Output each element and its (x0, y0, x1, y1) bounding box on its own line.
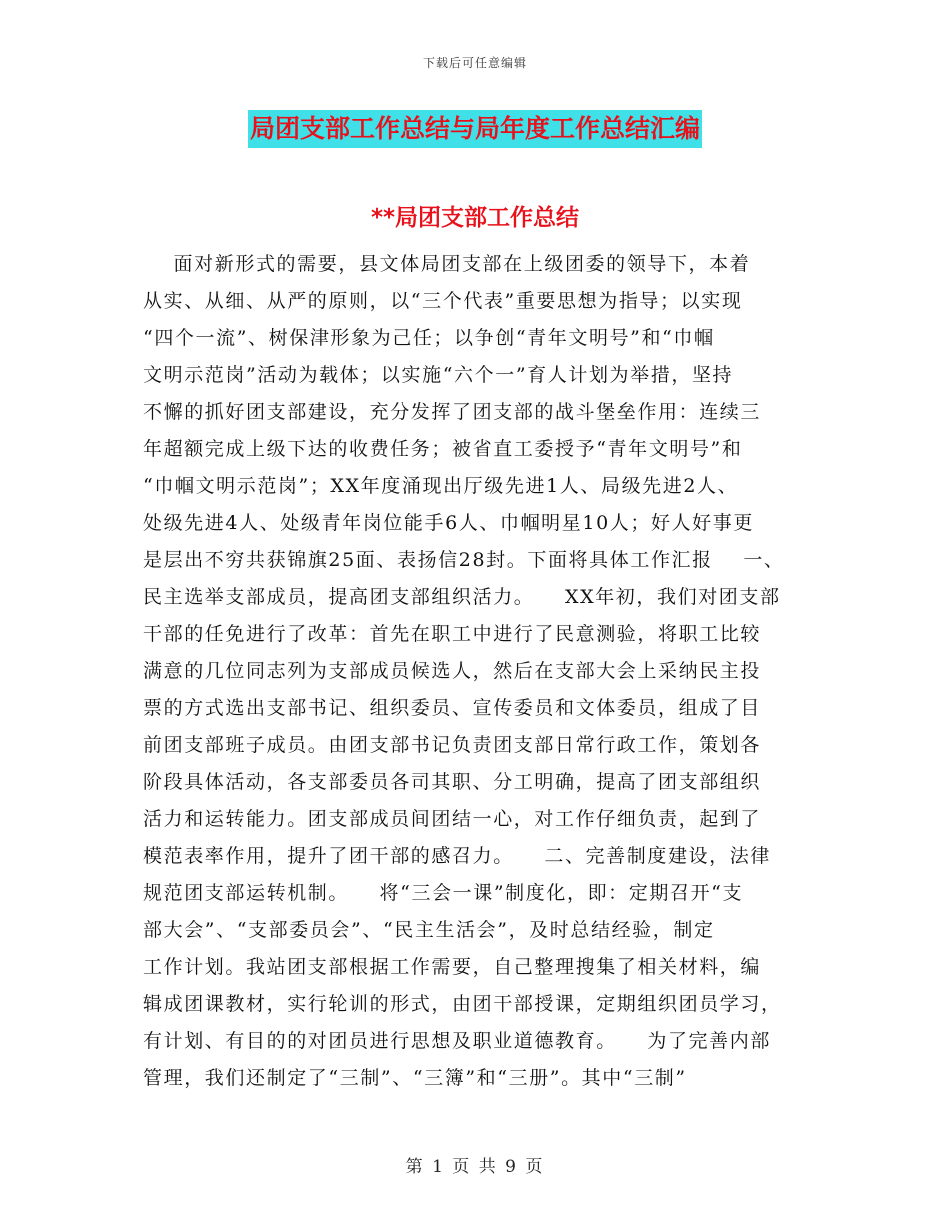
document-title-text: 局团支部工作总结与局年度工作总结汇编 (248, 110, 702, 148)
body-line: 有计划、有目的的对团员进行思想及职业道德教育。 为了完善内部 (143, 1030, 771, 1052)
header-note: 下载后可任意编辑 (422, 56, 527, 70)
body-line: 辑成团课教材，实行轮训的形式，由团干部授课，定期组织团员学习， (143, 993, 782, 1015)
body-line: 阶段具体活动，各支部委员各司其职、分工明确，提高了团支部组织 (143, 771, 762, 793)
body-line: 管理，我们还制定了“三制”、“三簿”和“三册”。其中“三制” (143, 1067, 687, 1089)
body-text (143, 246, 808, 1097)
body-line: 是层出不穷共获锦旗25面、表扬信28封。下面将具体工作汇报 一、 (143, 549, 785, 571)
body-line: 满意的几位同志列为支部成员候选人，然后在支部大会上采纳民主投 (143, 660, 762, 682)
body-line: 干部的任免进行了改革：首先在职工中进行了民意测验，将职工比较 (143, 623, 762, 645)
body-line: 工作计划。我站团支部根据工作需要，自己整理搜集了相关材料，编 (143, 956, 762, 978)
page-footer: 第 1 页 共 9 页 (405, 1157, 545, 1177)
body-line: 活力和运转能力。团支部成员间团结一心，对工作仔细负责，起到了 (143, 808, 762, 830)
body-line: 文明示范岗”活动为载体；以实施“六个一”育人计划为举措，坚持 (143, 364, 734, 386)
body-line: 部大会”、“支部委员会”、“民主生活会”，及时总结经验，制定 (143, 919, 715, 941)
body-line: 处级先进4人、处级青年岗位能手6人、巾帼明星10人；好人好事更 (143, 512, 754, 534)
section-title: **局团支部工作总结 (370, 205, 580, 231)
body-line: 年超额完成上级下达的收费任务；被省直工委授予“青年文明号”和 (143, 438, 743, 460)
document-title (0, 110, 950, 148)
body-line: 模范表率作用，提升了团干部的感召力。 二、完善制度建设，法律 (143, 845, 771, 867)
body-line: 面对新形式的需要，县文体局团支部在上级团委的领导下，本着 (143, 253, 751, 275)
body-line: 规范团支部运转机制。 将“三会一课”制度化，即：定期召开“支 (143, 882, 744, 904)
body-line: 民主选举支部成员，提高团支部组织活力。 XX年初，我们对团支部 (143, 586, 781, 608)
body-line: “巾帼文明示范岗”；XX年度涌现出厅级先进1人、局级先进2人、 (143, 475, 739, 497)
body-line: “四个一流”、树保津形象为己任；以争创“青年文明号”和“巾帼 (143, 327, 715, 349)
body-line: 不懈的抓好团支部建设，充分发挥了团支部的战斗堡垒作用：连续三 (143, 401, 762, 423)
body-line: 前团支部班子成员。由团支部书记负责团支部日常行政工作，策划各 (143, 734, 762, 756)
body-line: 从实、从细、从严的原则，以“三个代表”重要思想为指导；以实现 (143, 290, 743, 312)
body-line: 票的方式选出支部书记、组织委员、宣传委员和文体委员，组成了目 (143, 697, 762, 719)
